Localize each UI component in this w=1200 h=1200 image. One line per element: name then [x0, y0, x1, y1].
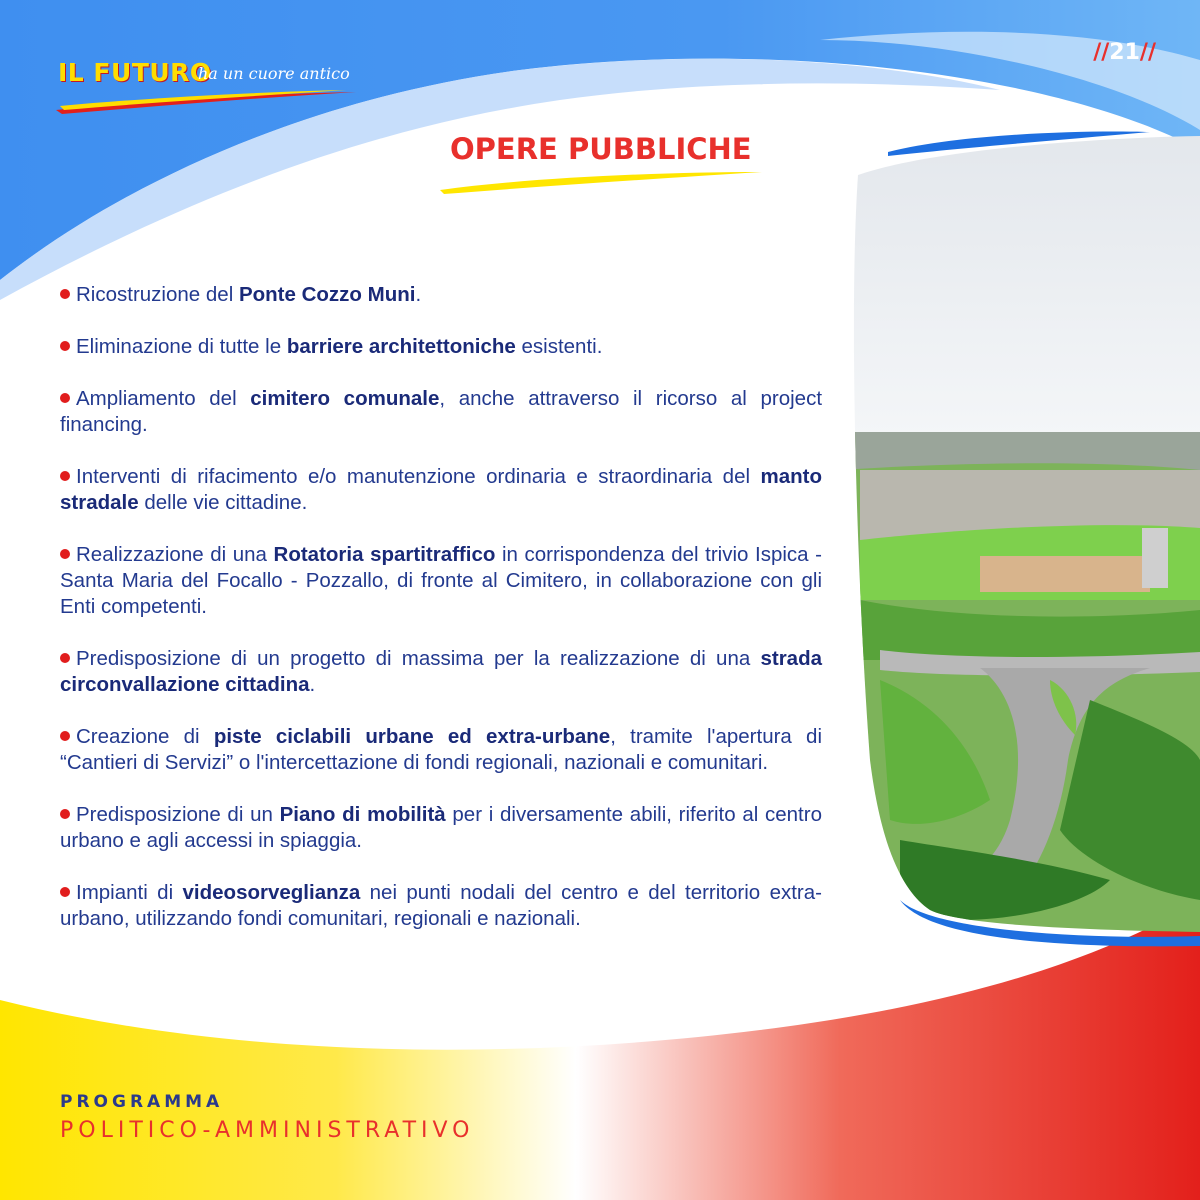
- list-item: [60, 724, 822, 776]
- item-highlight: barriere architettoniche: [286, 335, 516, 358]
- item-text: Ricostruzione del: [76, 283, 239, 306]
- page-number: [1093, 40, 1156, 65]
- title-brush-stroke: [436, 168, 766, 194]
- list-item: [60, 386, 822, 438]
- item-text: per i diversamente abili, riferito al centro urbano e agli accessi in spiaggia.: [60, 803, 822, 852]
- list-item: [60, 802, 822, 854]
- item-text: Realizzazione di una: [76, 543, 274, 566]
- item-text: , tramite l'apertura di “Cantieri di Servizi” o l'intercettazione di fondi regionali, nazionali e comunitari.: [60, 725, 822, 774]
- item-text: Interventi di rifacimento e/o manutenzione ordinaria e straordinaria del: [76, 465, 761, 488]
- item-text: .: [309, 673, 316, 696]
- page-number-slash-right: //: [1139, 40, 1156, 65]
- footer: [60, 1092, 475, 1143]
- item-text: esistenti.: [515, 335, 603, 358]
- page-number-slash-left: //: [1093, 40, 1110, 65]
- bullet-icon: [60, 653, 70, 663]
- bullet-icon: [60, 809, 70, 819]
- bullet-icon: [60, 341, 70, 351]
- bullet-icon: [60, 887, 70, 897]
- item-highlight: cimitero comunale: [250, 387, 440, 410]
- item-highlight: videosorveglianza: [182, 881, 361, 904]
- items-list: [60, 282, 822, 958]
- list-item: [60, 334, 822, 360]
- logo-tagline: ha un cuore antico: [198, 64, 350, 83]
- item-highlight: Piano di mobilità: [279, 803, 446, 826]
- item-text: Impianti di: [76, 881, 183, 904]
- logo-title: IL FUTURO: [58, 58, 212, 87]
- item-highlight: manto stradale: [60, 465, 822, 514]
- item-text: .: [415, 283, 422, 306]
- list-item: [60, 464, 822, 516]
- item-text: , anche attraverso il ricorso al project financing.: [60, 387, 823, 436]
- item-highlight: Ponte Cozzo Muni: [238, 283, 416, 306]
- logo: [56, 58, 356, 118]
- item-text: Eliminazione di tutte le: [76, 335, 287, 358]
- item-highlight: Rotatoria spartitraffico: [273, 543, 496, 566]
- logo-brush-stroke: [56, 86, 356, 116]
- list-item: [60, 542, 822, 620]
- item-text: nei punti nodali del centro e del territorio extra-urbano, utilizzando fondi comunitari, regionali e nazionali.: [60, 881, 822, 930]
- page-number-value: 21: [1109, 40, 1140, 65]
- item-text: Creazione di: [76, 725, 214, 748]
- bullet-icon: [60, 471, 70, 481]
- item-text: Predisposizione di un progetto di massima per la realizzazione di una: [76, 647, 761, 670]
- bullet-icon: [60, 549, 70, 559]
- item-highlight: piste ciclabili urbane ed extra-urbane: [213, 725, 611, 748]
- footer-programma: PROGRAMMA: [60, 1092, 224, 1112]
- item-text: in corrispondenza del trivio Ispica - Santa Maria del Focallo - Pozzallo, di fronte al Cimitero, in collaborazione con gli Enti competenti.: [60, 543, 822, 618]
- list-item: [60, 646, 822, 698]
- list-item: [60, 282, 822, 308]
- bullet-icon: [60, 289, 70, 299]
- bullet-icon: [60, 393, 70, 403]
- item-text: delle vie cittadine.: [138, 491, 308, 514]
- item-text: Predisposizione di un: [76, 803, 280, 826]
- list-item: [60, 880, 822, 932]
- footer-politico-amministrativo: POLITICO-AMMINISTRATIVO: [60, 1118, 475, 1143]
- page-title: OPERE PUBBLICHE: [450, 132, 752, 166]
- bullet-icon: [60, 731, 70, 741]
- item-highlight: strada circonvallazione cittadina: [60, 647, 822, 696]
- item-text: Ampliamento del: [76, 387, 251, 410]
- title-block: [436, 130, 766, 200]
